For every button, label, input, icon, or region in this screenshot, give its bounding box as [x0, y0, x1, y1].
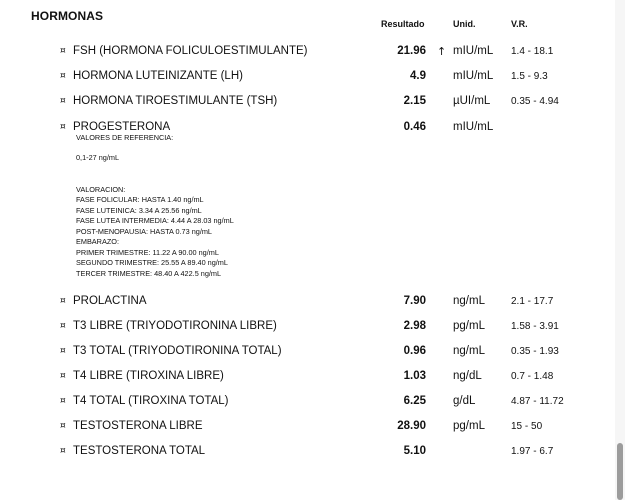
note-line: PRIMER TRIMESTRE: 11.22 A 90.00 ng/mL — [76, 248, 219, 257]
test-unit: ng/mL — [453, 345, 485, 357]
note-line: EMBARAZO: — [76, 237, 119, 246]
test-ref-range: 0.35 - 1.93 — [511, 346, 559, 357]
test-ref-range: 2.1 - 17.7 — [511, 296, 554, 307]
test-row-lh — [0, 70, 600, 88]
test-unit: pg/mL — [453, 320, 485, 332]
bullet-icon: ¤ — [60, 296, 66, 306]
test-name: T4 TOTAL (TIROXINA TOTAL) — [73, 395, 229, 407]
test-unit: pg/mL — [453, 420, 485, 432]
bullet-icon: ¤ — [60, 122, 66, 132]
test-row-t4-libre — [0, 370, 600, 388]
bullet-icon: ¤ — [60, 346, 66, 356]
test-name: HORMONA LUTEINIZANTE (LH) — [73, 70, 243, 82]
test-row-testosterona-total — [0, 445, 600, 463]
test-value: 2.98 — [403, 320, 426, 332]
test-name: T3 TOTAL (TRIYODOTIRONINA TOTAL) — [73, 345, 282, 357]
test-row-tsh — [0, 95, 600, 113]
test-value: 7.90 — [403, 295, 426, 307]
test-value: 4.9 — [410, 70, 426, 82]
bullet-icon: ¤ — [60, 371, 66, 381]
bullet-icon: ¤ — [60, 46, 66, 56]
test-row-fsh — [0, 45, 600, 63]
test-value: 28.90 — [397, 420, 426, 432]
test-value: 6.25 — [403, 395, 426, 407]
test-name: T4 LIBRE (TIROXINA LIBRE) — [73, 370, 224, 382]
test-value: 2.15 — [403, 95, 426, 107]
test-value: 5.10 — [403, 445, 426, 457]
header-result: Resultado — [381, 19, 425, 29]
test-row-testosterona-libre — [0, 420, 600, 438]
bullet-icon: ¤ — [60, 446, 66, 456]
test-name: PROGESTERONA — [73, 121, 171, 133]
test-unit: ng/dL — [453, 370, 482, 382]
note-line: FASE LUTEA INTERMEDIA: 4.44 A 28.03 ng/mL — [76, 216, 234, 225]
note-line: FASE FOLICULAR: HASTA 1.40 ng/mL — [76, 195, 204, 204]
test-ref-range: 1.58 - 3.91 — [511, 321, 559, 332]
note-line: 0,1-27 ng/mL — [76, 153, 119, 162]
test-unit: mIU/mL — [453, 121, 494, 133]
test-name: T3 LIBRE (TRIYODOTIRONINA LIBRE) — [73, 320, 277, 332]
test-ref-range: 0.35 - 4.94 — [511, 96, 559, 107]
test-ref-range: 0.7 - 1.48 — [511, 371, 554, 382]
test-value: 21.96 — [397, 45, 426, 57]
test-value: 1.03 — [403, 370, 426, 382]
test-value: 0.96 — [403, 345, 426, 357]
test-ref-range: 1.97 - 6.7 — [511, 446, 554, 457]
header-ref: V.R. — [511, 19, 528, 29]
note-line: FASE LUTEINICA: 3.34 A 25.56 ng/mL — [76, 206, 202, 215]
bullet-icon: ¤ — [60, 71, 66, 81]
test-ref-range: 4.87 - 11.72 — [511, 396, 564, 407]
test-row-t3-libre — [0, 320, 600, 338]
bullet-icon: ¤ — [60, 396, 66, 406]
test-ref-range: 1.5 - 9.3 — [511, 71, 548, 82]
bullet-icon: ¤ — [60, 96, 66, 106]
bullet-icon: ¤ — [60, 321, 66, 331]
header-unit: Unid. — [453, 19, 476, 29]
test-value: 0.46 — [403, 121, 426, 133]
test-name: PROLACTINA — [73, 295, 147, 307]
note-line: TERCER TRIMESTRE: 48.40 A 422.5 ng/mL — [76, 269, 222, 278]
scrollbar-thumb[interactable] — [617, 443, 623, 500]
vertical-scrollbar[interactable] — [615, 0, 625, 500]
test-unit: mIU/mL — [453, 45, 494, 57]
test-unit: ng/mL — [453, 295, 485, 307]
test-row-t4-total — [0, 395, 600, 413]
test-unit: g/dL — [453, 395, 476, 407]
test-name: TESTOSTERONA LIBRE — [73, 420, 203, 432]
test-row-t3-total — [0, 345, 600, 363]
note-line: POST-MENOPAUSIA: HASTA 0.73 ng/mL — [76, 227, 212, 236]
note-line: VALORACION: — [76, 185, 126, 194]
test-ref-range: 1.4 - 18.1 — [511, 46, 554, 57]
test-row-prolactina — [0, 295, 600, 313]
test-name: TESTOSTERONA TOTAL — [73, 445, 206, 457]
note-line: VALORES DE REFERENCIA: — [76, 133, 174, 142]
test-ref-range: 15 - 50 — [511, 421, 543, 432]
test-name: HORMONA TIROESTIMULANTE (TSH) — [73, 95, 278, 107]
note-line: SEGUNDO TRIMESTRE: 25.55 A 89.40 ng/mL — [76, 258, 228, 267]
section-title: HORMONAS — [31, 9, 104, 23]
test-unit: mIU/mL — [453, 70, 494, 82]
arrow-up-icon: ↑ — [437, 45, 447, 58]
test-name: FSH (HORMONA FOLICULOESTIMULANTE) — [73, 45, 308, 57]
bullet-icon: ¤ — [60, 421, 66, 431]
test-unit: µUI/mL — [453, 95, 491, 107]
